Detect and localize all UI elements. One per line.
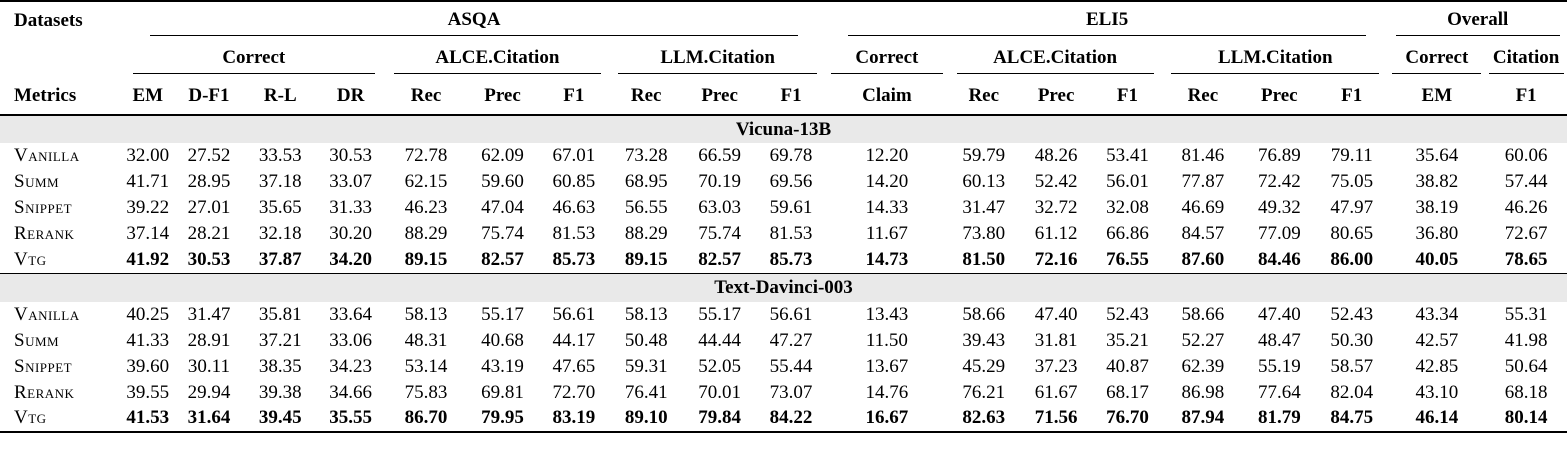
table-cell: 48.26 <box>1034 145 1078 166</box>
table-cell: 46.69 <box>1181 197 1225 218</box>
table-cell: 82.57 <box>698 248 741 270</box>
table-cell: 37.14 <box>126 223 170 244</box>
table-cell: 31.81 <box>1034 329 1078 351</box>
table-cell: 14.33 <box>865 197 909 218</box>
table-cell: 75.83 <box>404 381 448 403</box>
table-cell: 41.71 <box>126 171 170 192</box>
table-cell: 45.29 <box>962 355 1006 377</box>
table-cell: 34.66 <box>329 381 372 403</box>
table-cell: 76.55 <box>1106 248 1149 270</box>
metric-header: Rec <box>610 77 683 115</box>
table-cell: 46.26 <box>1504 197 1548 218</box>
table-cell: 11.50 <box>865 329 908 351</box>
table-cell: 86.98 <box>1181 381 1225 403</box>
table-row <box>0 143 1567 169</box>
table-cell: 47.40 <box>1034 303 1078 325</box>
table-cell: 37.21 <box>258 329 302 351</box>
table-cell: 62.15 <box>404 171 448 192</box>
section-row <box>0 115 1567 143</box>
table-cell: 28.21 <box>187 223 231 244</box>
table-cell: 58.66 <box>1181 303 1225 325</box>
table-cell: 55.17 <box>481 303 524 325</box>
table-cell: 89.15 <box>404 248 448 270</box>
method-name: Vtg <box>0 406 122 432</box>
table-cell: 35.55 <box>316 406 385 432</box>
table-cell: 61.12 <box>1034 223 1078 244</box>
eli5-header: ELI5 <box>848 5 1366 36</box>
table-cell: 48.31 <box>404 329 448 351</box>
table-cell: 33.53 <box>258 145 302 166</box>
table-cell: 53.41 <box>1106 145 1149 166</box>
table-row <box>0 169 1567 195</box>
table-cell: 14.20 <box>865 171 909 192</box>
table-cell: 89.10 <box>610 406 683 432</box>
table-cell: 33.07 <box>329 171 372 192</box>
section-title: Vicuna-13B <box>0 115 1567 143</box>
asqa-header: ASQA <box>150 5 797 36</box>
table-cell: 30.20 <box>329 223 372 244</box>
table-cell: 61.67 <box>1034 381 1078 403</box>
table-cell: 55.19 <box>1257 355 1301 377</box>
table-cell: 69.56 <box>769 171 813 192</box>
table-cell: 84.75 <box>1315 406 1388 432</box>
table-cell: 41.33 <box>126 329 170 351</box>
table-cell: 47.04 <box>481 197 524 218</box>
table-cell: 82.63 <box>948 406 1019 432</box>
table-cell: 57.44 <box>1504 171 1548 192</box>
table-cell: 11.67 <box>865 223 908 244</box>
table-cell: 30.11 <box>187 355 230 377</box>
asqa-llm-citation-header: LLM.Citation <box>618 43 817 74</box>
table-cell: 39.43 <box>962 329 1006 351</box>
table-cell: 35.81 <box>258 303 302 325</box>
table-cell: 43.19 <box>481 355 524 377</box>
table-cell: 47.27 <box>769 329 813 351</box>
table-cell: 73.07 <box>769 381 813 403</box>
table-cell: 39.45 <box>245 406 316 432</box>
table-cell: 30.53 <box>329 145 372 166</box>
table-cell: 31.33 <box>329 197 372 218</box>
table-cell: 73.80 <box>962 223 1006 244</box>
table-cell: 47.40 <box>1257 303 1301 325</box>
table-cell: 40.25 <box>126 303 170 325</box>
table-cell: 37.87 <box>258 248 302 270</box>
table-cell: 28.95 <box>187 171 231 192</box>
table-cell: 72.16 <box>1034 248 1078 270</box>
table-cell: 29.94 <box>187 381 231 403</box>
table-cell: 41.53 <box>122 406 173 432</box>
table-cell: 62.39 <box>1181 355 1225 377</box>
table-cell: 88.29 <box>624 223 668 244</box>
table-body <box>0 115 1567 432</box>
table-cell: 40.05 <box>1415 248 1459 270</box>
table-row <box>0 354 1567 380</box>
table-cell: 77.87 <box>1181 171 1225 192</box>
method-name: Snippet <box>14 355 73 377</box>
table-cell: 32.00 <box>126 145 170 166</box>
method-name: Summ <box>14 171 60 192</box>
table-cell: 42.57 <box>1415 329 1459 351</box>
table-cell: 76.21 <box>962 381 1006 403</box>
table-cell: 16.67 <box>826 406 948 432</box>
table-cell: 40.68 <box>481 329 524 351</box>
table-cell: 85.73 <box>769 248 813 270</box>
table-cell: 83.19 <box>538 406 609 432</box>
method-name: Vanilla <box>14 145 80 166</box>
table-cell: 32.72 <box>1034 197 1078 218</box>
table-cell: 52.05 <box>698 355 741 377</box>
table-row <box>0 328 1567 354</box>
table-cell: 40.87 <box>1106 355 1149 377</box>
table-cell: 55.31 <box>1504 303 1548 325</box>
method-name: Rerank <box>14 381 75 403</box>
eli5-alce-citation-header: ALCE.Citation <box>957 43 1154 74</box>
table-cell: 52.43 <box>1330 303 1374 325</box>
table-cell: 66.86 <box>1106 223 1149 244</box>
table-cell: 38.82 <box>1415 171 1459 192</box>
method-name: Vtg <box>14 248 47 270</box>
header-row-groups <box>0 39 1567 77</box>
table-cell: 76.89 <box>1257 145 1301 166</box>
table-row <box>0 406 1567 432</box>
metric-header: Rec <box>1162 77 1244 115</box>
table-cell: 43.34 <box>1415 303 1459 325</box>
table-cell: 81.46 <box>1181 145 1225 166</box>
header-row-datasets <box>0 1 1567 39</box>
table-cell: 70.19 <box>698 171 741 192</box>
table-cell: 60.85 <box>552 171 596 192</box>
table-cell: 44.17 <box>552 329 596 351</box>
table-cell: 68.17 <box>1106 381 1149 403</box>
table-cell: 75.74 <box>481 223 524 244</box>
table-cell: 87.94 <box>1162 406 1244 432</box>
table-cell: 12.20 <box>865 145 909 166</box>
table-cell: 60.13 <box>962 171 1006 192</box>
table-cell: 50.64 <box>1504 355 1548 377</box>
table-cell: 84.22 <box>756 406 825 432</box>
table-cell: 56.01 <box>1106 171 1149 192</box>
metric-header: Prec <box>1019 77 1092 115</box>
table-cell: 72.78 <box>404 145 448 166</box>
metric-header: F1 <box>1485 77 1567 115</box>
table-cell: 31.47 <box>962 197 1006 218</box>
table-cell: 58.66 <box>962 303 1006 325</box>
metric-header: R-L <box>245 77 316 115</box>
table-cell: 66.59 <box>698 145 741 166</box>
table-cell: 71.56 <box>1019 406 1092 432</box>
table-cell: 50.48 <box>624 329 668 351</box>
table-row <box>0 302 1567 328</box>
table-cell: 81.50 <box>962 248 1006 270</box>
table-cell: 75.74 <box>698 223 741 244</box>
table-cell: 79.11 <box>1330 145 1373 166</box>
table-cell: 14.76 <box>865 381 909 403</box>
table-cell: 34.20 <box>329 248 372 270</box>
asqa-correct-header: Correct <box>133 43 375 74</box>
table-cell: 53.14 <box>404 355 448 377</box>
table-cell: 88.29 <box>404 223 448 244</box>
table-cell: 52.43 <box>1106 303 1149 325</box>
asqa-alce-citation-header: ALCE.Citation <box>394 43 600 74</box>
table-cell: 27.52 <box>187 145 231 166</box>
table-cell: 44.44 <box>698 329 741 351</box>
metric-header: F1 <box>1093 77 1162 115</box>
metric-header: Prec <box>467 77 538 115</box>
table-cell: 81.53 <box>552 223 596 244</box>
metric-header: EM <box>122 77 173 115</box>
datasets-label: Datasets <box>0 1 122 39</box>
method-name: Rerank <box>14 223 75 244</box>
table-cell: 81.79 <box>1244 406 1315 432</box>
table-cell: 78.65 <box>1504 248 1548 270</box>
section-title: Text-Davinci-003 <box>0 274 1567 302</box>
table-cell: 27.01 <box>187 197 231 218</box>
table-cell: 72.70 <box>552 381 596 403</box>
table-cell: 85.73 <box>552 248 596 270</box>
table-cell: 47.65 <box>552 355 596 377</box>
table-cell: 56.61 <box>552 303 596 325</box>
method-name: Snippet <box>14 197 73 218</box>
table-cell: 82.04 <box>1330 381 1374 403</box>
table-cell: 68.18 <box>1504 381 1548 403</box>
table-cell: 35.64 <box>1415 145 1459 166</box>
table-cell: 72.42 <box>1257 171 1301 192</box>
table-cell: 82.57 <box>481 248 524 270</box>
table-cell: 59.60 <box>481 171 524 192</box>
table-cell: 46.14 <box>1388 406 1485 432</box>
table-cell: 38.35 <box>258 355 302 377</box>
table-cell: 58.13 <box>404 303 448 325</box>
table-cell: 79.84 <box>683 406 756 432</box>
table-cell: 37.18 <box>258 171 302 192</box>
table-cell: 75.05 <box>1330 171 1374 192</box>
table-cell: 52.27 <box>1181 329 1225 351</box>
table-cell: 76.70 <box>1093 406 1162 432</box>
overall-header: Overall <box>1396 5 1560 36</box>
table-cell: 69.81 <box>481 381 524 403</box>
table-cell: 56.55 <box>624 197 668 218</box>
table-row <box>0 380 1567 406</box>
table-cell: 59.61 <box>769 197 813 218</box>
metric-header: Rec <box>948 77 1019 115</box>
table-cell: 52.42 <box>1034 171 1078 192</box>
table-cell: 80.65 <box>1330 223 1374 244</box>
table-cell: 59.31 <box>624 355 668 377</box>
table-cell: 58.13 <box>624 303 668 325</box>
table-cell: 69.78 <box>769 145 813 166</box>
metric-header: F1 <box>756 77 825 115</box>
table-cell: 86.00 <box>1330 248 1374 270</box>
overall-correct-header: Correct <box>1392 43 1481 74</box>
metric-header: Rec <box>385 77 467 115</box>
table-cell: 28.91 <box>187 329 231 351</box>
table-cell: 80.14 <box>1485 406 1567 432</box>
table-cell: 46.63 <box>552 197 596 218</box>
table-cell: 35.65 <box>258 197 302 218</box>
metric-header: F1 <box>1315 77 1388 115</box>
metric-header: Prec <box>683 77 756 115</box>
table-cell: 67.01 <box>552 145 596 166</box>
table-cell: 72.67 <box>1504 223 1548 244</box>
table-cell: 42.85 <box>1415 355 1459 377</box>
table-header <box>0 1 1567 115</box>
header-row-metrics <box>0 77 1567 115</box>
section-row <box>0 274 1567 302</box>
table-cell: 58.57 <box>1330 355 1374 377</box>
table-cell: 84.46 <box>1257 248 1301 270</box>
table-cell: 46.23 <box>404 197 448 218</box>
table-cell: 60.06 <box>1504 145 1548 166</box>
table-cell: 55.17 <box>698 303 741 325</box>
table-cell: 73.28 <box>624 145 668 166</box>
table-cell: 79.95 <box>467 406 538 432</box>
table-cell: 33.06 <box>329 329 372 351</box>
table-cell: 37.23 <box>1034 355 1078 377</box>
table-cell: 32.08 <box>1106 197 1149 218</box>
table-cell: 86.70 <box>385 406 467 432</box>
table-cell: 63.03 <box>698 197 741 218</box>
table-cell: 68.95 <box>624 171 668 192</box>
table-cell: 38.19 <box>1415 197 1459 218</box>
table-cell: 36.80 <box>1415 223 1459 244</box>
table-cell: 39.60 <box>126 355 170 377</box>
table-row <box>0 195 1567 221</box>
metric-header: Claim <box>826 77 948 115</box>
table-cell: 31.47 <box>187 303 231 325</box>
table-cell: 34.23 <box>329 355 372 377</box>
table-cell: 35.21 <box>1106 329 1149 351</box>
table-cell: 84.57 <box>1181 223 1225 244</box>
table-cell: 76.41 <box>624 381 668 403</box>
table-row <box>0 247 1567 273</box>
metric-header: EM <box>1388 77 1485 115</box>
table-cell: 49.32 <box>1257 197 1301 218</box>
table-cell: 47.97 <box>1330 197 1374 218</box>
metric-header: Prec <box>1244 77 1315 115</box>
table-cell: 48.47 <box>1257 329 1301 351</box>
table-cell: 39.22 <box>126 197 170 218</box>
table-row <box>0 221 1567 247</box>
table-cell: 59.79 <box>962 145 1006 166</box>
table-cell: 77.64 <box>1257 381 1301 403</box>
eli5-correct-header: Correct <box>831 43 944 74</box>
table-cell: 13.67 <box>865 355 909 377</box>
metric-header: F1 <box>538 77 609 115</box>
method-name: Summ <box>14 329 60 351</box>
eli5-llm-citation-header: LLM.Citation <box>1171 43 1379 74</box>
table-cell: 87.60 <box>1181 248 1225 270</box>
metric-header: D-F1 <box>173 77 244 115</box>
table-cell: 13.43 <box>865 303 909 325</box>
table-cell: 39.55 <box>126 381 170 403</box>
table-cell: 32.18 <box>258 223 302 244</box>
table-cell: 55.44 <box>769 355 813 377</box>
method-name: Vanilla <box>14 303 80 325</box>
table-cell: 77.09 <box>1257 223 1301 244</box>
table-cell: 31.64 <box>173 406 244 432</box>
table-cell: 70.01 <box>698 381 741 403</box>
table-cell: 30.53 <box>187 248 231 270</box>
table-cell: 50.30 <box>1330 329 1374 351</box>
table-cell: 56.61 <box>769 303 813 325</box>
metrics-label: Metrics <box>0 77 122 115</box>
table-cell: 41.92 <box>126 248 170 270</box>
table-cell: 89.15 <box>624 248 668 270</box>
table-cell: 81.53 <box>769 223 813 244</box>
table-cell: 41.98 <box>1504 329 1548 351</box>
metric-header: DR <box>316 77 385 115</box>
table-cell: 62.09 <box>481 145 524 166</box>
table-cell: 39.38 <box>258 381 302 403</box>
overall-citation-header: Citation <box>1489 43 1564 74</box>
table-cell: 33.64 <box>329 303 372 325</box>
table-cell: 43.10 <box>1415 381 1459 403</box>
table-cell: 14.73 <box>865 248 909 270</box>
